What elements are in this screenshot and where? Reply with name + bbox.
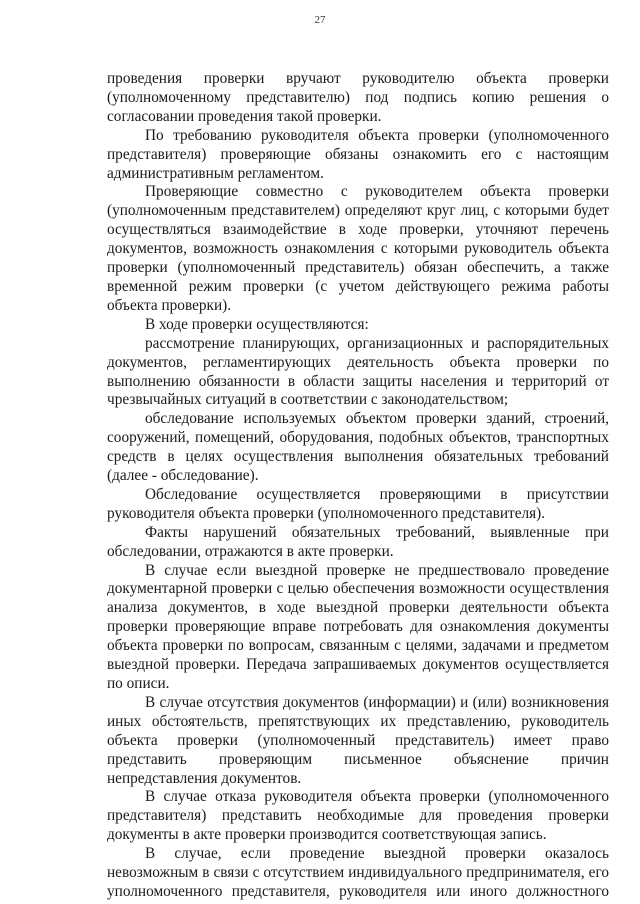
paragraph: Факты нарушений обязательных требований, выявленные при обследовании, отражаются в акте проверки. (107, 523, 609, 560)
paragraph: В ходе проверки осуществляются: (145, 315, 369, 333)
document-body (107, 70, 609, 902)
paragraph: В случае если выездной проверке не предшествовало проведение документарной проверки с целью обеспечения возможности осуществления анализа документов, в ходе выездной проверки деятельности объекта проверки проверяющие вправе потребовать для ознакомления документы объекта проверки по вопросам, связанным с целями, задачами и предметом выездной проверки. Передача запрашиваемых документов осуществляется по описи. (107, 561, 609, 692)
paragraph: Проверяющие совместно с руководителем объекта проверки (уполномоченным представителем) определяют круг лиц, с которыми будет осуществляться взаимодействие в ходе проверки, уточняют перечень документов, возможность ознакомления с которыми руководитель объекта проверки (уполномоченный представитель) обязан обеспечить, а также временной режим проверки (с учетом действующего режима работы объекта проверки). (107, 183, 609, 314)
paragraph: В случае отсутствия документов (информации) и (или) возникновения иных обстоятельств, препятствующих их представлению, руководитель объекта проверки (уполномоченный представитель) имеет право представить проверяющим письменное объяснение причин непредставления документов. (107, 693, 609, 787)
paragraph: проведения проверки вручают руководителю объекта проверки (уполномоченному представителю) под подпись копию решения о согласовании проведения такой проверки. (107, 70, 609, 125)
page-number: 27 (314, 14, 326, 26)
paragraph: По требованию руководителя объекта проверки (уполномоченного представителя) проверяющие обязаны ознакомить его с настоящим административным регламентом. (107, 126, 609, 182)
paragraph: В случае, если проведение выездной проверки оказалось невозможным в связи с отсутствием индивидуального предпринимателя, его уполномоченного представителя, руководителя или иного должностного (107, 845, 609, 900)
paragraph: рассмотрение планирующих, организационных и распорядительных документов, регламентирующих деятельность объекта проверки по выполнению обязанности в области защиты населения и территорий от чрезвычайных ситуаций в соответствии с законодательством; (107, 334, 609, 409)
paragraph: В случае отказа руководителя объекта проверки (уполномоченного представителя) представить необходимые для проведения проверки документы в акте проверки производится соответствующая запись. (107, 788, 609, 844)
paragraph: Обследование осуществляется проверяющими в присутствии руководителя объекта проверки (уполномоченного представителя). (107, 485, 609, 522)
paragraph: обследование используемых объектом проверки зданий, строений, сооружений, помещений, оборудования, подобных объектов, транспортных средств в целях осуществления выполнения обязательных требований (далее - обследование). (107, 410, 609, 485)
